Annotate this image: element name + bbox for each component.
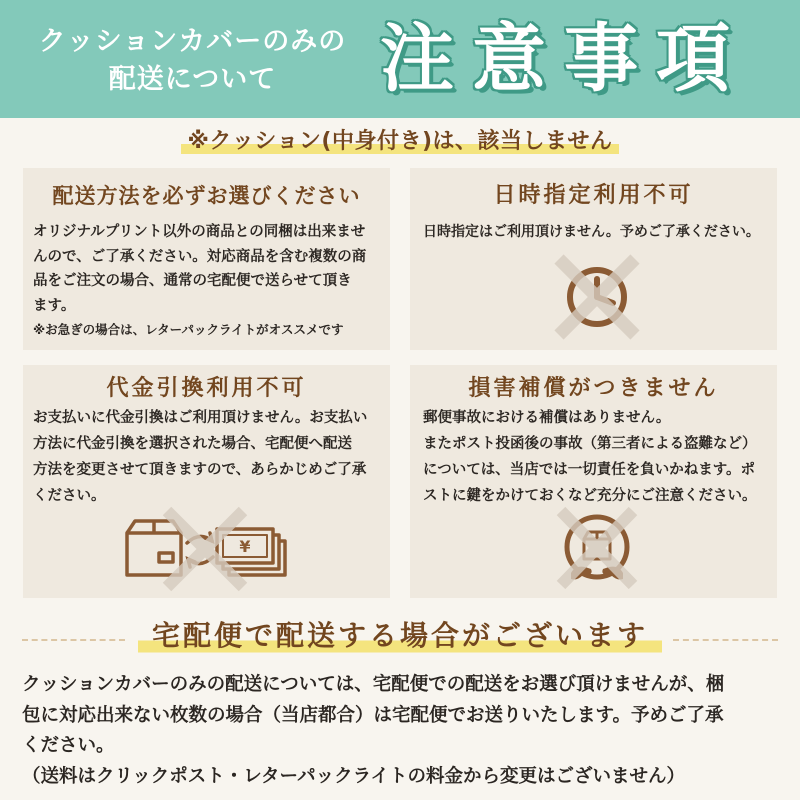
- card-body-line: んので、ご了承ください。対応商品を含む複数の商: [33, 248, 367, 265]
- card-body-line: ストに鍵をかけておくなど充分にご注意ください。: [423, 488, 757, 504]
- header-subtitle-line-1: クッションカバーのみの: [38, 26, 347, 57]
- card-body-line: については、当店では一切責任を負いかねます。ポ: [423, 462, 756, 478]
- card-title: 代金引換利用不可: [106, 376, 307, 401]
- exclusion-note-text: ※クッション(中身付き)は、該当しません: [181, 128, 618, 156]
- card-title: 損害補償がつきません: [468, 376, 719, 401]
- cardboard-box-icon: [127, 521, 181, 575]
- bottom-section-body: [22, 670, 782, 792]
- card-body: [423, 220, 760, 245]
- card-body: [33, 405, 367, 509]
- package-in-hands-crossed-icon-svg: [547, 503, 647, 593]
- card-no-date-time: [410, 168, 777, 350]
- card-no-cash-on-delivery: [23, 365, 390, 598]
- card-title: 日時指定利用不可: [493, 183, 694, 208]
- header-title: 注意事項: [380, 16, 748, 102]
- card-body-line: 方法を変更させて頂きますので、あらかじめご了承: [33, 462, 367, 478]
- card-body-line: 郵便事故における補償はありません。: [423, 410, 671, 426]
- bottom-body-line: クッションカバーのみの配送については、宅配便での配送をお選び頂けませんが、梱: [22, 674, 725, 695]
- clock-crossed-icon-svg: [547, 245, 647, 345]
- card-body-line: ください。: [33, 488, 106, 504]
- card-body: [423, 405, 757, 509]
- card-no-damage-compensation: [410, 365, 777, 598]
- bottom-body-line: 包に対応出来ない枚数の場合（当店都合）は宅配便でお送りいたします。予めご了承: [22, 704, 724, 726]
- card-small-note: ※お急ぎの場合は、レターパックライトがオススメです: [33, 322, 344, 337]
- exclusion-note: [0, 128, 800, 156]
- bottom-section-title: [0, 618, 800, 654]
- package-money-exchange-crossed-icon-svg: [115, 503, 295, 593]
- card-body-line: またポスト投函後の事故（第三者による盗難など）: [423, 436, 757, 452]
- bottom-body-line: ください。: [22, 735, 115, 756]
- card-body-line: 方法に代金引換を選択された場合、宅配便へ配送: [33, 436, 352, 452]
- cross-mark-icon: [561, 511, 633, 585]
- header-subtitle-line-2: 配送について: [108, 64, 277, 95]
- clock-crossed-icon: [547, 245, 647, 345]
- card-body: [33, 220, 366, 318]
- card-shipping-method: [23, 168, 390, 350]
- bottom-section-title-text: 宅配便で配送する場合がございます: [138, 618, 662, 654]
- package-in-hands-crossed-icon: [547, 503, 647, 593]
- card-body-line: お支払いに代金引換はご利用頂けません。お支払い: [33, 410, 368, 426]
- yen-symbol: ¥: [239, 537, 251, 556]
- card-title: 配送方法を必ずお選びください: [52, 184, 361, 208]
- header-banner: [0, 0, 800, 118]
- card-body-line: 品をご注文の場合、通常の宅配便で送らせて頂き: [33, 273, 352, 289]
- bottom-body-line: （送料はクリックポスト・レターパックライトの料金から変更はございません）: [22, 765, 686, 787]
- card-body-line: オリジナルプリント以外の商品との同梱は出来ませ: [33, 224, 366, 240]
- package-money-exchange-crossed-icon: [115, 503, 295, 593]
- card-body-line: ます。: [33, 297, 76, 314]
- card-body-line: 日時指定はご利用頂けません。予めご了承ください。: [423, 224, 760, 240]
